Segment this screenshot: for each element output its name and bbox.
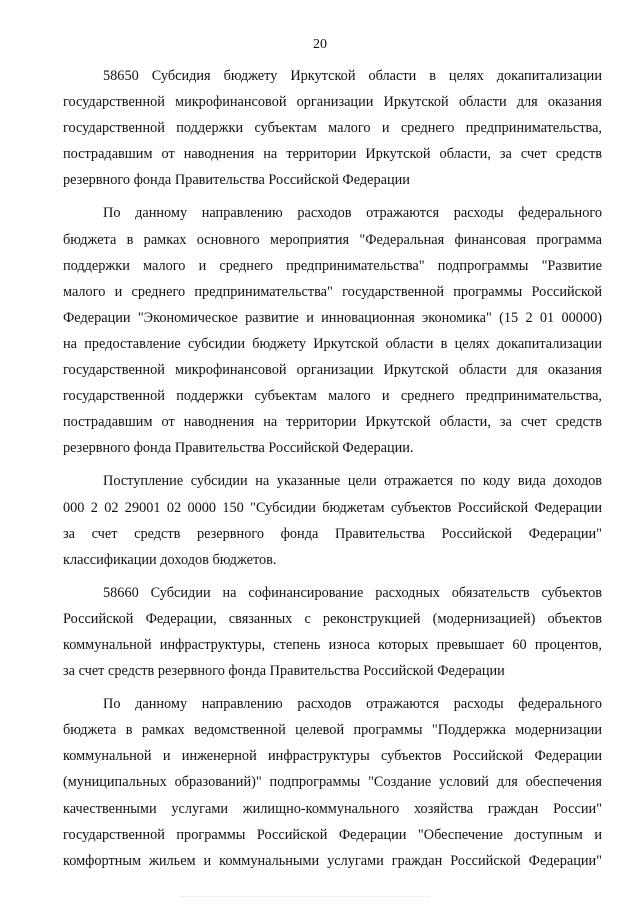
text-line: малого и среднего предпринимательства" государственной программы Российской (63, 283, 602, 300)
paragraph-58660-title (63, 580, 602, 684)
text-line: государственной поддержки субъектам малого и среднего предпринимательства, (63, 120, 602, 137)
text-line: классификации доходов бюджетов. (63, 551, 277, 568)
text-line: за счет средств резервного фонда Правительства Российской Федерации" (63, 525, 602, 542)
text-line: пострадавшим от наводнения на территории Иркутской области, за счет средств (63, 414, 602, 431)
text-line: государственной микрофинансовой организации Иркутской области для оказания (63, 362, 602, 379)
text-line: 000 2 02 29001 02 0000 150 "Субсидии бюджетам субъектов Российской Федерации (63, 499, 602, 516)
paragraph-58660-description (63, 691, 602, 874)
text-line: Федерации "Экономическое развитие и инновационная экономика" (15 2 01 00000) (63, 309, 602, 326)
text-line: коммунальной и инженерной инфраструктуры субъектов Российской Федерации (63, 748, 602, 765)
text-line: 58660 Субсидии на софинансирование расходных обязательств субъектов (103, 584, 602, 601)
text-line: 58650 Субсидия бюджету Иркутской области в целях докапитализации (103, 68, 602, 84)
text-line: государственной программы Российской Федерации "Обеспечение доступным и (63, 826, 602, 843)
body-text (63, 63, 602, 874)
text-line: на предоставление субсидии бюджету Иркутской области в целях докапитализации (63, 335, 602, 352)
text-line: резервного фонда Правительства Российской Федерации (63, 172, 410, 189)
paragraph-58650-title (63, 63, 602, 193)
text-line: бюджета в рамках основного мероприятия "Федеральная финансовая программа (63, 231, 602, 248)
text-line: поддержки малого и среднего предпринимательства" подпрограммы "Развитие (63, 257, 602, 274)
text-line: за счет средств резервного фонда Правительства Российской Федерации (63, 663, 505, 680)
text-line: бюджета в рамках ведомственной целевой программы "Поддержка модернизации (63, 722, 602, 739)
text-line: По данному направлению расходов отражаются расходы федерального (103, 205, 602, 222)
page-number: 20 (313, 37, 327, 52)
text-line: Поступление субсидии на указанные цели отражается по коду вида доходов (103, 473, 602, 490)
text-line: коммунальной инфраструктуры, степень износа которых превышает 60 процентов, (63, 636, 602, 653)
text-line: Российской Федерации, связанных с реконструкцией (модернизацией) объектов (63, 610, 602, 627)
text-line: государственной поддержки субъектам малого и среднего предпринимательства, (63, 388, 602, 405)
text-line: По данному направлению расходов отражаются расходы федерального (103, 696, 602, 713)
text-line: (муниципальных образований)" подпрограммы "Создание условий для обеспечения (63, 774, 602, 791)
text-line: резервного фонда Правительства Российской Федерации. (63, 440, 414, 457)
text-line: пострадавшим от наводнения на территории Иркутской области, за счет средств (63, 146, 602, 163)
text-line: государственной микрофинансовой организации Иркутской области для оказания (63, 94, 602, 111)
text-line: качественными услугами жилищно-коммунального хозяйства граждан России" (63, 800, 602, 817)
text-line: комфортным жильем и коммунальными услугами граждан Российской Федерации" (63, 852, 602, 869)
paragraph-58650-description (63, 200, 602, 461)
paragraph-income-code (63, 468, 602, 572)
scan-edge-mark (180, 896, 430, 903)
